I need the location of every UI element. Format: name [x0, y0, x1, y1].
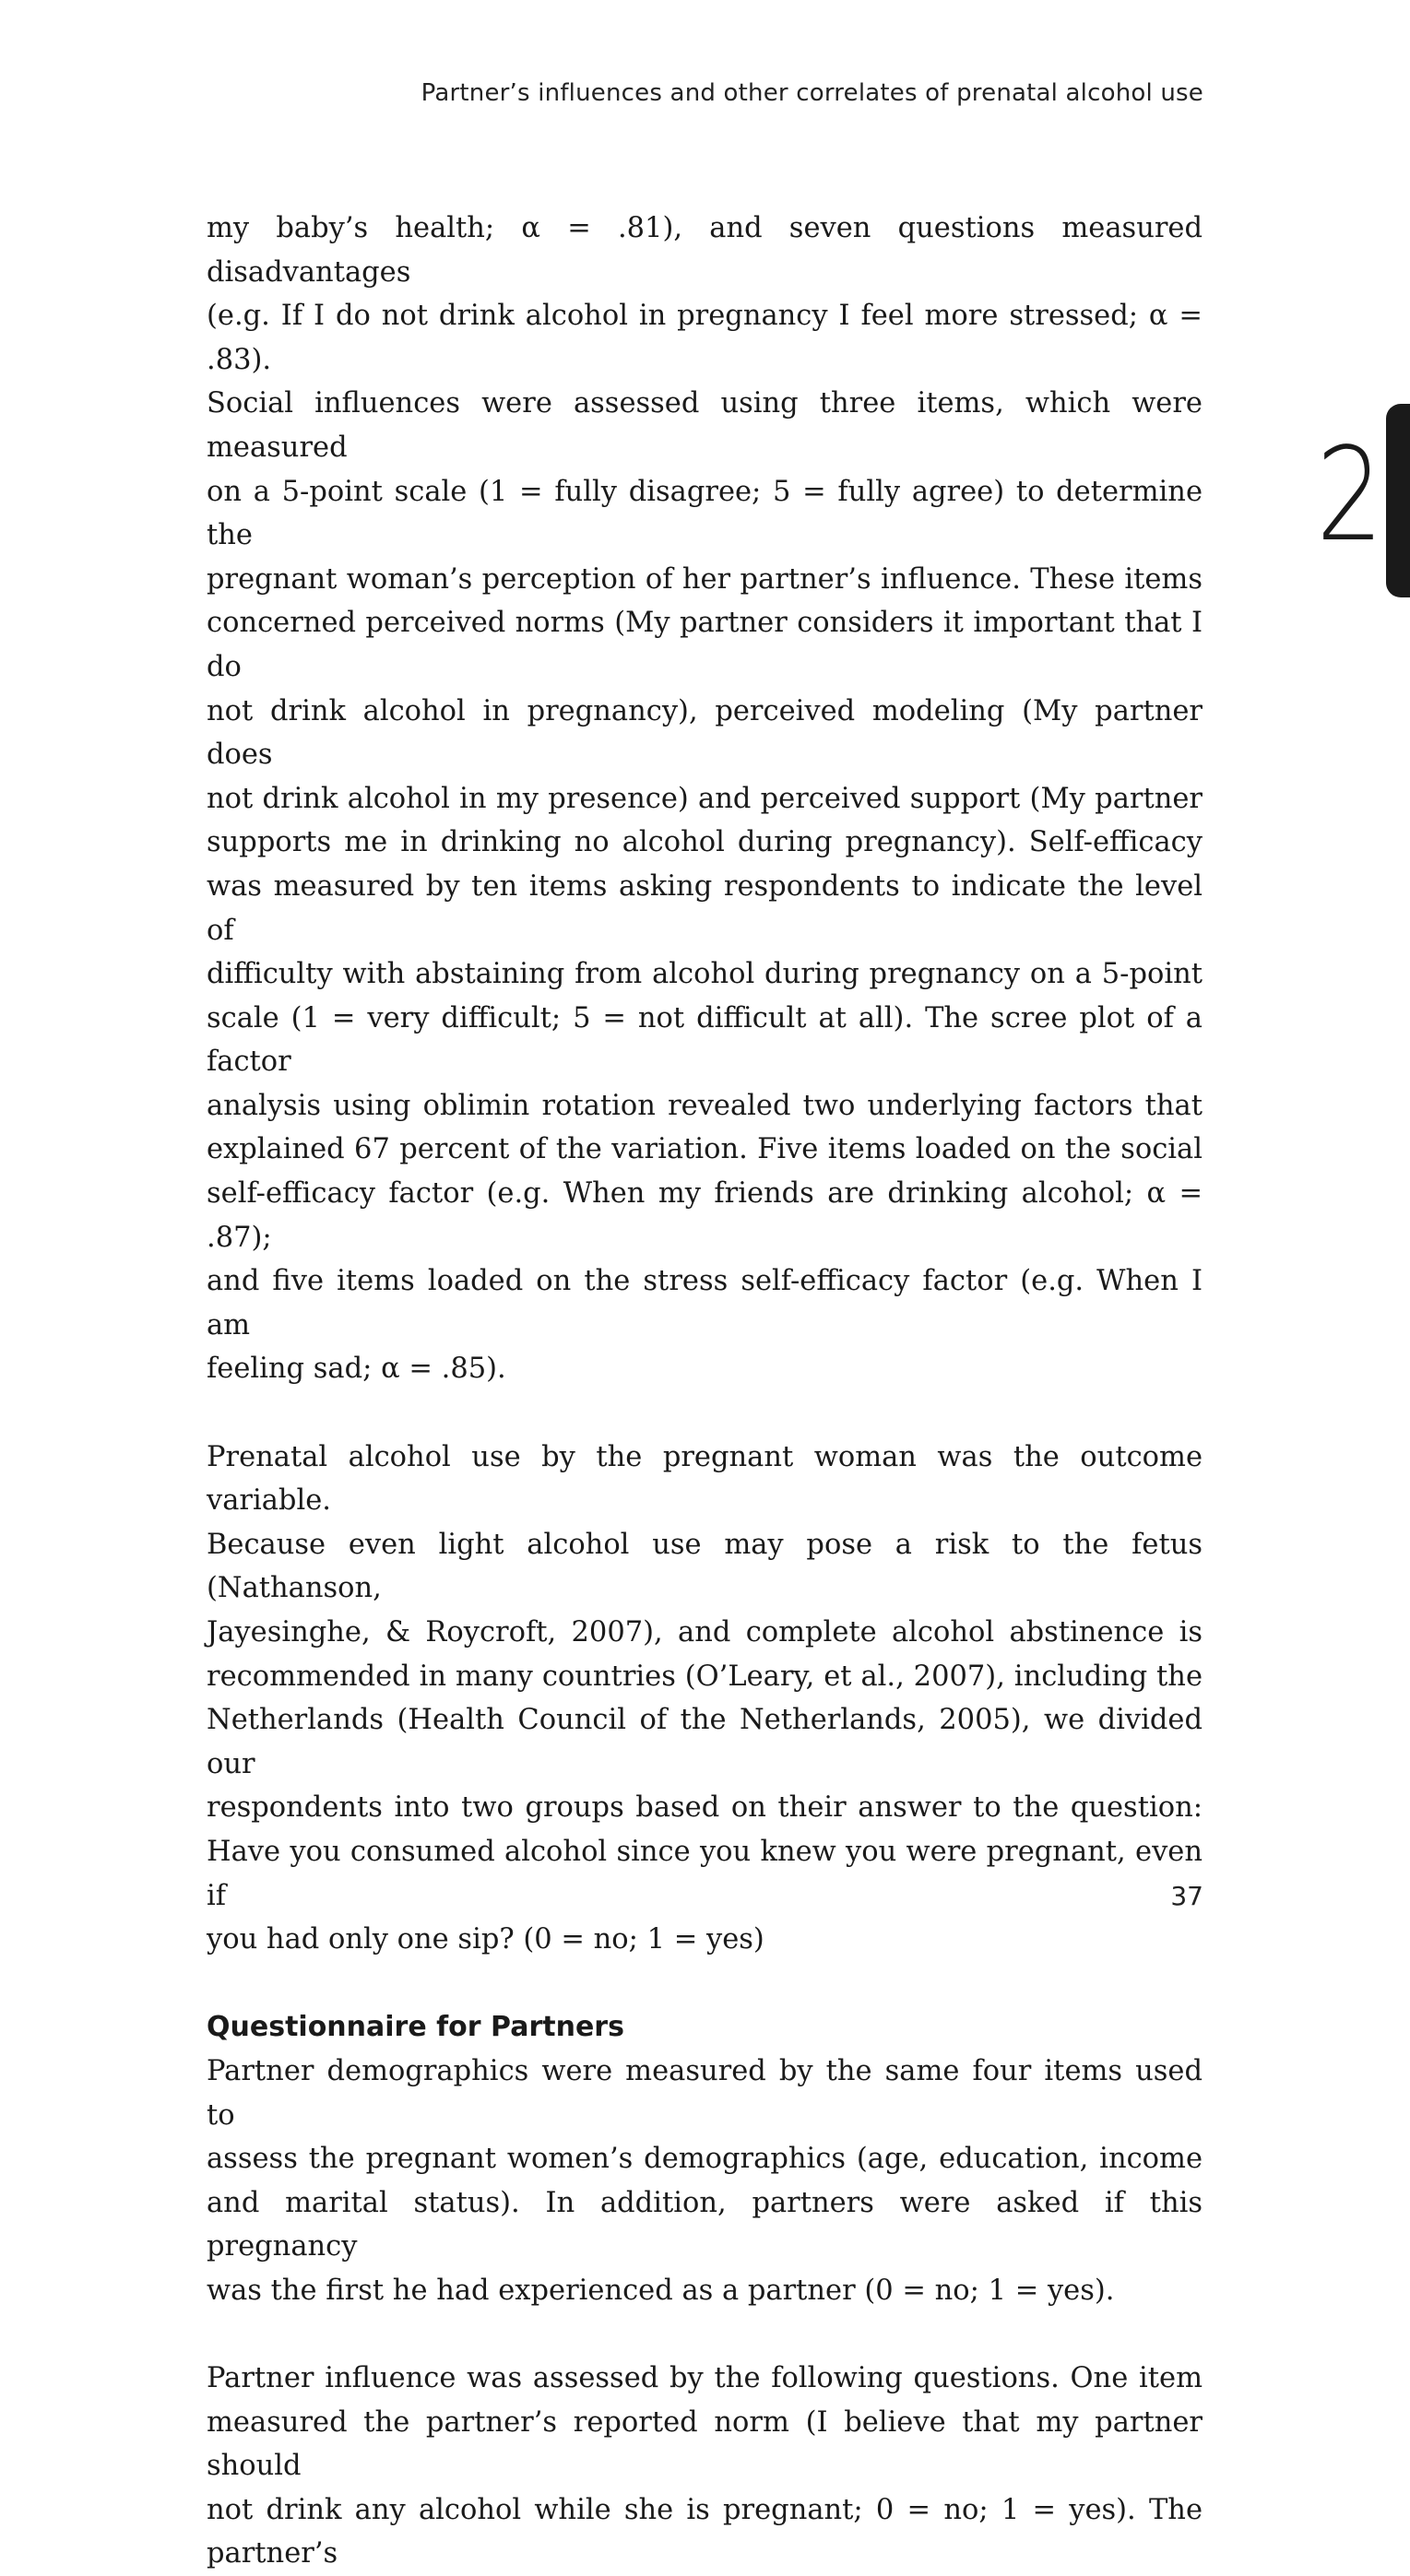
text-line: supports me in drinking no alcohol during pregnancy). Self-efficacy	[207, 826, 1203, 859]
text-line: self-efficacy factor (e.g. When my friends are drinking alcohol; α = .87);	[207, 1177, 1203, 1254]
text-line: assess the pregnant women’s demographics (age, education, income	[207, 2143, 1203, 2176]
text-line: Partner influence was assessed by the following questions. One item	[207, 2362, 1203, 2395]
running-header: Partner’s influences and other correlates of prenatal alcohol use	[421, 79, 1203, 107]
text-line: Netherlands (Health Council of the Netherlands, 2005), we divided our	[207, 1704, 1203, 1780]
paragraph-gap	[207, 1962, 1203, 2006]
text-line: pregnant woman’s perception of her partner’s influence. These items	[207, 562, 1203, 596]
text-line: not drink any alcohol while she is pregnant; 0 = no; 1 = yes). The partner’s	[207, 2493, 1203, 2570]
text-line: was measured by ten items asking respondents to indicate the level of	[207, 869, 1203, 947]
text-line: not drink alcohol in pregnancy), perceived modeling (My partner does	[207, 694, 1203, 772]
text-line: my baby’s health; α = .81), and seven questions measured disadvantages	[207, 212, 1203, 289]
section-heading: Questionnaire for Partners	[207, 2011, 624, 2044]
text-line: Social influences were assessed using three items, which were measured	[207, 387, 1203, 464]
text-line: Jayesinghe, & Roycroft, 2007), and complete alcohol abstinence is	[207, 1616, 1203, 1648]
paragraph-4	[207, 2357, 1203, 2576]
text-line: (e.g. If I do not drink alcohol in pregnancy I feel more stressed; α = .83).	[207, 300, 1203, 376]
text-line: scale (1 = very difficult; 5 = not difficult at all). The scree plot of a factor	[207, 1001, 1203, 1079]
paragraph-2	[207, 1436, 1203, 1962]
text-line: difficulty with abstaining from alcohol during pregnancy on a 5-point	[207, 958, 1203, 991]
text-line: measured the partner’s reported norm (I believe that my partner should	[207, 2405, 1203, 2483]
text-line: Have you consumed alcohol since you knew you were pregnant, even if	[207, 1835, 1203, 1912]
chapter-tab-marker	[1386, 404, 1410, 597]
text-line: Prenatal alcohol use by the pregnant woman was the outcome variable.	[207, 1440, 1203, 1518]
paragraph-gap	[207, 2313, 1203, 2357]
text-line: on a 5-point scale (1 = fully disagree; 5 = fully agree) to determine the	[207, 475, 1203, 552]
paragraph-gap	[207, 1391, 1203, 1436]
text-line: was the first he had experienced as a partner (0 = no; 1 = yes).	[207, 2274, 1115, 2307]
page-number: 37	[1170, 1881, 1203, 1911]
text-line: not drink alcohol in my presence) and perceived support (My partner	[207, 782, 1203, 815]
text-line: respondents into two groups based on their answer to the question:	[207, 1791, 1203, 1825]
text-line: Because even light alcohol use may pose a risk to the fetus (Nathanson,	[207, 1528, 1203, 1605]
body-text	[207, 207, 1203, 2576]
text-line: feeling sad; α = .85).	[207, 1353, 506, 1386]
text-line: analysis using oblimin rotation revealed two underlying factors that	[207, 1089, 1203, 1122]
text-line: and marital status). In addition, partners were asked if this pregnancy	[207, 2186, 1203, 2263]
paragraph-1	[207, 207, 1203, 1391]
text-line: and five items loaded on the stress self-efficacy factor (e.g. When I am	[207, 1265, 1203, 1341]
text-line: explained 67 percent of the variation. Five items loaded on the social	[207, 1133, 1203, 1166]
text-line: concerned perceived norms (My partner considers it important that I do	[207, 607, 1203, 683]
text-line: recommended in many countries (O’Leary, et al., 2007), including the	[207, 1660, 1203, 1693]
text-line: you had only one sip? (0 = no; 1 = yes)	[207, 1923, 764, 1956]
text-line: Partner demographics were measured by the same four items used to	[207, 2054, 1203, 2132]
chapter-number: 2	[1316, 420, 1384, 571]
paragraph-3	[207, 2050, 1203, 2313]
